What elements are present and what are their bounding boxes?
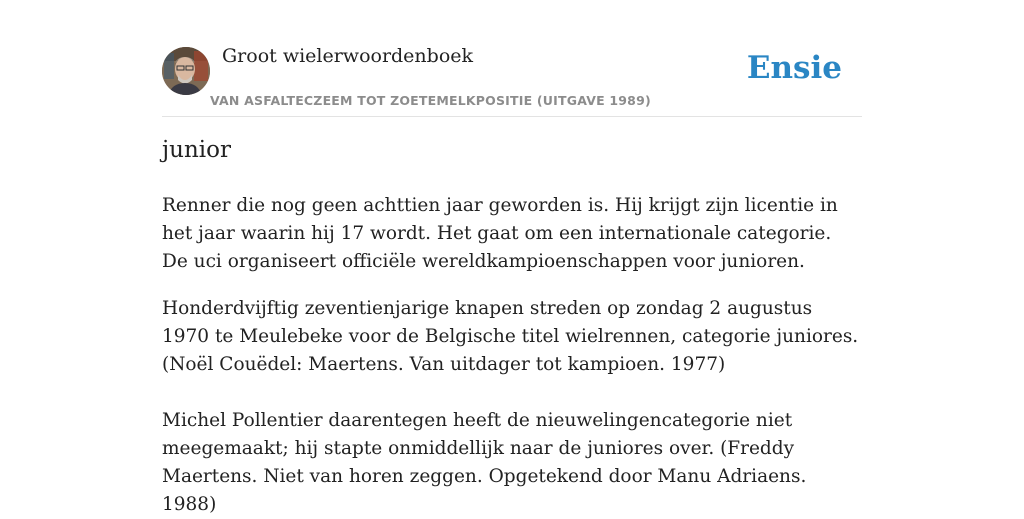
entry-quote: Honderdvijftig zeventienjarige knapen streden op zondag 2 augustus 1970 te Meulebeke voor de Belgische titel wielrennen, categorie juniores. (Noël Couëdel: Maertens. Van uitdager tot kampioen. 1977) xyxy=(162,298,859,375)
avatar-portrait-icon xyxy=(162,47,210,95)
ensie-logo[interactable]: Ensie xyxy=(746,50,842,86)
entry-definition: Renner die nog geen achttien jaar geworden is. Hij krijgt zijn licentie in het jaar waarin hij 17 wordt. Het gaat om een internationale categorie. De uci organiseert officiële wereldkampioenschappen voor junioren. xyxy=(162,195,838,272)
entry-term: junior xyxy=(162,137,231,163)
book-title[interactable]: Groot wielerwoordenboek xyxy=(222,45,474,67)
book-subtitle: VAN ASFALTECZEEM TOT ZOETEMELKPOSITIE (UITGAVE 1989) xyxy=(210,93,651,108)
author-avatar[interactable] xyxy=(162,47,210,95)
page-container xyxy=(162,0,862,515)
entry-quote: Michel Pollentier daarentegen heeft de nieuwelingencategorie niet meegemaakt; hij stapte onmiddellijk naar de juniores over. (Freddy Maertens. Niet van horen zeggen. Opgetekend door Manu Adriaens. 1988) xyxy=(162,410,807,515)
page-header xyxy=(162,0,862,117)
